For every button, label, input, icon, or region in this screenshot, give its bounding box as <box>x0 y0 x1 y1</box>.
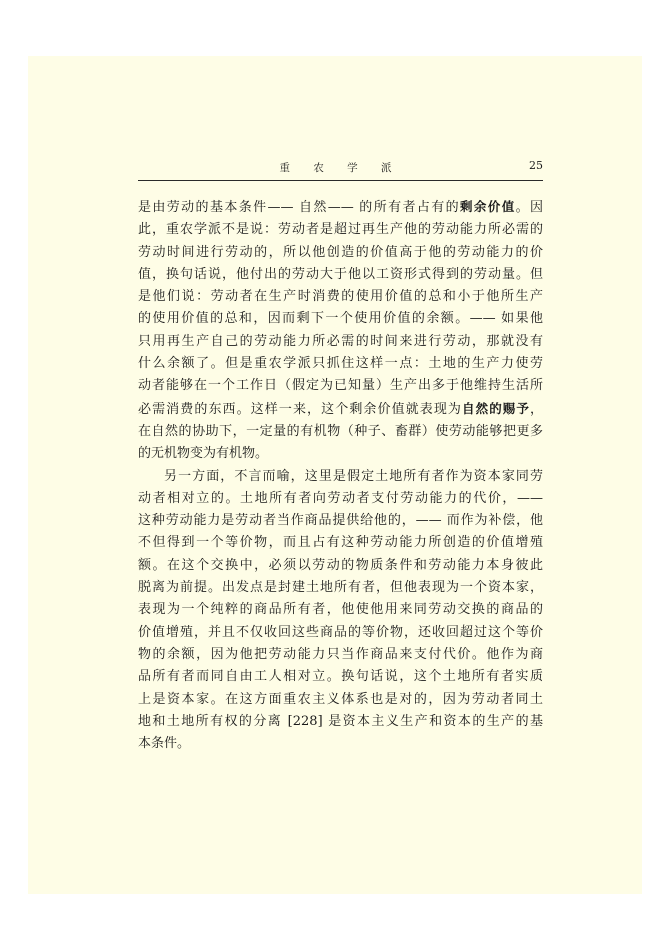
text-run: ， <box>529 401 543 417</box>
text-line: 此，重农学派不是说：劳动者是超过再生产他的劳动能力所必需的 <box>138 222 543 238</box>
emphasis-surplus-value: 剩余价值 <box>460 199 516 214</box>
chapter-title: 重 农 学 派 <box>279 162 402 174</box>
text-line: 劳动时间进行劳动的，所以他创造的价值高于他的劳动能力的价 <box>138 244 543 260</box>
text-line: 的使用价值的总和，因而剩下一个使用价值的余额。—— 如果他 <box>138 311 543 327</box>
paragraph-2 <box>138 466 543 756</box>
text-line: 动者相对立的。土地所有者向劳动者支付劳动能力的代价，—— <box>138 490 543 506</box>
text-line: 的无机物变为有机物。 <box>138 446 269 462</box>
text-run: 是由劳动的基本条件—— 自然—— 的所有者占有的 <box>138 200 461 215</box>
text-line: 这种劳动能力是劳动者当作商品提供给他的，—— 而作为补偿，他 <box>138 513 543 529</box>
text-line: 品所有者而同自由工人相对立。换句话说，这个土地所有者实质 <box>138 669 543 685</box>
page-number: 25 <box>529 159 543 172</box>
text-line: 值，换句话说，他付出的劳动大于他以工资形式得到的劳动量。但 <box>138 266 543 282</box>
text-run: 。因 <box>515 200 543 215</box>
text-line: 物的余额，因为他把劳动能力只当作商品来支付代价。他作为商 <box>138 646 543 662</box>
paragraph-1 <box>138 196 543 466</box>
text-line: 地和土地所有权的分离 [228] 是资本主义生产和资本的生产的基 <box>138 713 543 729</box>
emphasis-gift-of-nature: 自然的赐予 <box>462 400 530 416</box>
text-line: 上是资本家。在这方面重农主义体系也是对的，因为劳动者同土 <box>138 691 543 707</box>
text-line: 动者能够在一个工作日（假定为已知量）生产出多于他维持生活所 <box>138 378 543 394</box>
text-line: 脱离为前提。出发点是封建土地所有者，但他表现为一个资本家， <box>138 580 543 596</box>
text-line: 价值增殖，并且不仅收回这些商品的等价物，还收回超过这个等价 <box>138 624 543 640</box>
text-line <box>138 196 543 219</box>
text-run: 必需消费的东西。这样一来，这个剩余价值就表现为 <box>138 401 463 417</box>
text-line: 什么余额了。但是重农学派只抓住这样一点：土地的生产力使劳 <box>138 356 543 372</box>
text-line: 表现为一个纯粹的商品所有者，他使他用来同劳动交换的商品的 <box>138 602 543 618</box>
page-body <box>138 196 543 755</box>
text-line: 在自然的协助下，一定量的有机物（种子、畜群）使劳动能够把更多 <box>138 423 543 439</box>
text-line: 只用再生产自己的劳动能力所必需的时间来进行劳动，那就没有 <box>138 333 543 349</box>
text-line: 另一方面，不言而喻，这里是假定土地所有者作为资本家同劳 <box>164 468 543 484</box>
text-line: 额。在这个交换中，必须以劳动的物质条件和劳动能力本身彼此 <box>138 557 543 573</box>
text-line: 是他们说：劳动者在生产时消费的使用价值的总和小于他所生产 <box>138 289 543 305</box>
text-line: 不但得到一个等价物，而且占有这种劳动能力所创造的价值增殖 <box>138 535 543 551</box>
text-line: 本条件。 <box>138 736 191 752</box>
text-line <box>138 398 543 421</box>
running-header <box>138 158 543 181</box>
